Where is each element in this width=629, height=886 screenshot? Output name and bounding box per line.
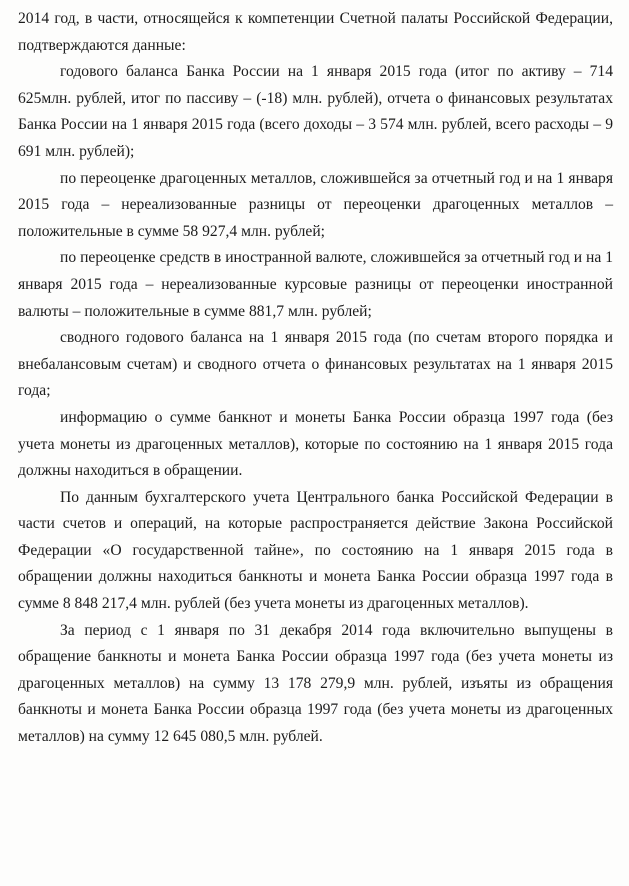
paragraph-annual-balance: годового баланса Банка России на 1 января 2015 года (итог по активу – 714 625млн. рублей, итог по пассиву – (-18) млн. рублей), отчета о финансовых результатах Банка России на 1 января 2015 года (всего доходы – 3 574 млн. рублей, всего расходы – 9 691 млн. рублей); (18, 63, 613, 160)
paragraph-banknotes-info: информацию о сумме банкнот и монеты Банка России образца 1997 года (без учета монеты из драгоценных металлов), которые по состоянию на 1 января 2015 года должны находиться в обращении. (18, 408, 613, 480)
paragraph-accounting-data: По данным бухгалтерского учета Центрального банка Российской Федерации в части счетов и операций, на которые распространяется действие Закона Российской Федерации «О государственной тайне», по состоянию на 1 января 2015 года в обращении должны находиться банкноты и монета Банка России образца 1997 года в сумме 8 848 217,4 млн. рублей (без учета монеты из драгоценных металлов). (18, 488, 613, 613)
paragraph-foreign-currency-revaluation: по переоценке средств в иностранной валюте, сложившейся за отчетный год и на 1 января 2015 года – нереализованные курсовые разницы от переоценки иностранной валюты – положительные в сумме 881,7 млн. рублей; (18, 249, 613, 320)
paragraph-precious-metals-revaluation: по переоценке драгоценных металлов, сложившейся за отчетный год и на 1 января 2015 года – нереализованные разницы от переоценки драгоценных металлов – положительные в сумме 58 927,4 млн. рублей; (18, 169, 613, 240)
paragraph-consolidated-balance: сводного годового баланса на 1 января 2015 года (по счетам второго порядка и внебалансовым счетам) и сводного отчета о финансовых результатах на 1 января 2015 года; (18, 329, 613, 400)
paragraph-issued-withdrawn: За период с 1 января по 31 декабря 2014 года включительно выпущены в обращение банкноты и монета Банка России образца 1997 года (без учета монеты из драгоценных металлов) на сумму 13 178 279,9 млн. рублей, изъяты из обращения банкноты и монета Банка России образца 1997 года (без учета монеты из драгоценных металлов) на сумму 12 645 080,5 млн. рублей. (18, 621, 613, 746)
paragraph-intro: 2014 год, в части, относящейся к компетенции Счетной палаты Российской Федерации, подтверждаются данные: (18, 10, 613, 54)
